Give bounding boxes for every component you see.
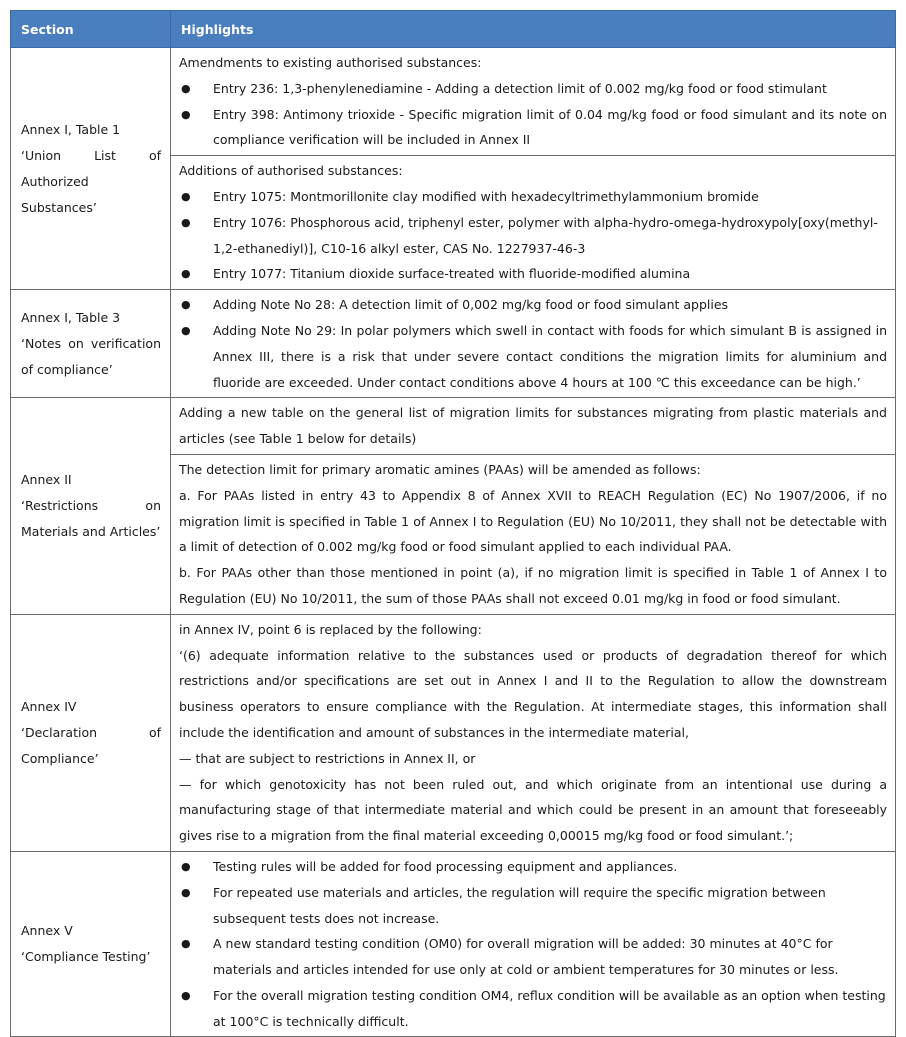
block-paragraph: in Annex IV, point 6 is replaced by the following: [179, 621, 482, 637]
section-line: ‘Compliance Testing’ [21, 949, 151, 965]
bullet-item: ● Entry 1076: Phosphorous acid, triphenyl ester, polymer with alpha-hydro-omega-hydroxypoly[oxy(methyl-1,2-ethanediyl)], C10-16 alkyl ester, CAS No. 1227937-46-3 [179, 210, 887, 262]
header-section: Section [11, 11, 171, 48]
bullet-item: ● A new standard testing condition (OM0) for overall migration will be added: 30 minutes at 40°C for materials and articles intended for use only at cold or ambient temperatures for 30 minutes or less. [179, 931, 887, 983]
section-line: ‘Declaration of [21, 724, 161, 740]
bullet-item: ● Entry 398: Antimony trioxide - Specific migration limit of 0.04 mg/kg food or food simulant and its note on compliance verification will be included in Annex II [179, 102, 887, 154]
highlight-block [179, 398, 887, 454]
highlights-cell [171, 851, 896, 1037]
highlight-block [179, 615, 887, 851]
highlight-block [171, 454, 895, 614]
block-paragraph: ‘(6) adequate information relative to the substances used or products of degradation thereof for which restrictions and/or specifications are set out in Annex I and II to the Regulation to allow the downstream business operators to ensure compliance with the Regulation. At intermediate stages, this information shall include the identification and amount of substances in the intermediate material, [179, 647, 887, 740]
section-cell [11, 290, 171, 398]
section-line: Materials and Articles’ [21, 524, 161, 540]
highlights-cell [171, 614, 896, 851]
table-row [11, 398, 896, 614]
section-line: Substances’ [21, 199, 97, 215]
table-row [11, 614, 896, 851]
block-paragraph: — for which genotoxicity has not been ruled out, and which originate from an intentional use during a manufacturing stage of that intermediate material and which could be present in an amount that foreseeably gives rise to a migration from the final material exceeding 0,00015 mg/kg food or food simulant.’; [179, 776, 887, 844]
highlight-block [179, 290, 887, 397]
section-line: Annex II [21, 472, 72, 488]
block-intro: Additions of authorised substances: [179, 163, 403, 179]
highlight-block [171, 155, 895, 289]
bullet-item: ● Adding Note No 29: In polar polymers which swell in contact with foods for which simulant B is assigned in Annex III, there is a risk that under severe contact conditions the migration limits for aluminium and fluoride are exceeded. Under contact conditions above 4 hours at 100 ℃ this exceedance can be high.’ [179, 318, 887, 395]
regulation-table [10, 10, 896, 1037]
section-line: Annex I, Table 3 [21, 309, 121, 325]
table-row [11, 851, 896, 1037]
bullet-item: ● For repeated use materials and articles, the regulation will require the specific migration between subsequent tests does not increase. [179, 880, 887, 932]
highlights-cell [171, 290, 896, 398]
section-line: Annex I, Table 1 [21, 121, 121, 137]
block-paragraph: a. For PAAs listed in entry 43 to Appendix 8 of Annex XVII to REACH Regulation (EC) No 1907/2006, if no migration limit is specified in Table 1 of Annex I to Regulation (EU) No 10/2011, they shall not be detectable with a limit of detection of 0.002 mg/kg food or food simulant applied to each individual PAA. [179, 487, 887, 555]
table-row [11, 290, 896, 398]
bullet-item: ● Adding Note No 28: A detection limit of 0,002 mg/kg food or food simulant applies [179, 292, 887, 318]
bullet-item: ● Testing rules will be added for food processing equipment and appliances. [179, 854, 887, 880]
section-line: Annex IV [21, 698, 77, 714]
bullet-item: ● Entry 1077: Titanium dioxide surface-treated with fluoride-modified alumina [179, 261, 887, 287]
section-line: Compliance’ [21, 750, 99, 766]
section-line: ‘Restrictions on [21, 498, 161, 514]
block-paragraph: b. For PAAs other than those mentioned in point (a), if no migration limit is specified in Table 1 of Annex I to Regulation (EU) No 10/2011, the sum of those PAAs shall not exceed 0.01 mg/kg in food or food simulant. [179, 565, 887, 606]
block-paragraph: The detection limit for primary aromatic amines (PAAs) will be amended as follows: [179, 461, 701, 477]
section-line: ‘Notes on verification [21, 335, 161, 351]
header-row [11, 11, 896, 48]
section-cell [11, 48, 171, 290]
highlight-block [179, 852, 887, 1037]
highlights-cell [171, 48, 896, 290]
block-paragraph: Adding a new table on the general list of migration limits for substances migrating from plastic materials and articles (see Table 1 below for details) [179, 405, 887, 447]
section-line: ‘Union List of [21, 147, 161, 163]
bullet-item: ● Entry 236: 1,3-phenylenediamine - Adding a detection limit of 0.002 mg/kg food or food stimulant [179, 76, 887, 102]
block-paragraph: — that are subject to restrictions in Annex II, or [179, 750, 476, 766]
section-line: Annex V [21, 923, 73, 939]
highlights-cell [171, 398, 896, 614]
block-intro: Amendments to existing authorised substances: [179, 55, 482, 70]
bullet-item: ● Entry 1075: Montmorillonite clay modified with hexadecyltrimethylammonium bromide [179, 184, 887, 210]
section-line: Authorized [21, 173, 89, 189]
bullet-item: ● For the overall migration testing condition OM4, reflux condition will be available as an option when testing at 100°C is technically difficult. [179, 983, 887, 1035]
section-cell [11, 614, 171, 851]
section-cell [11, 851, 171, 1037]
highlight-block [179, 48, 887, 155]
table-row [11, 48, 896, 290]
section-cell [11, 398, 171, 614]
header-highlights: Highlights [171, 11, 896, 48]
section-line: of compliance’ [21, 361, 113, 377]
